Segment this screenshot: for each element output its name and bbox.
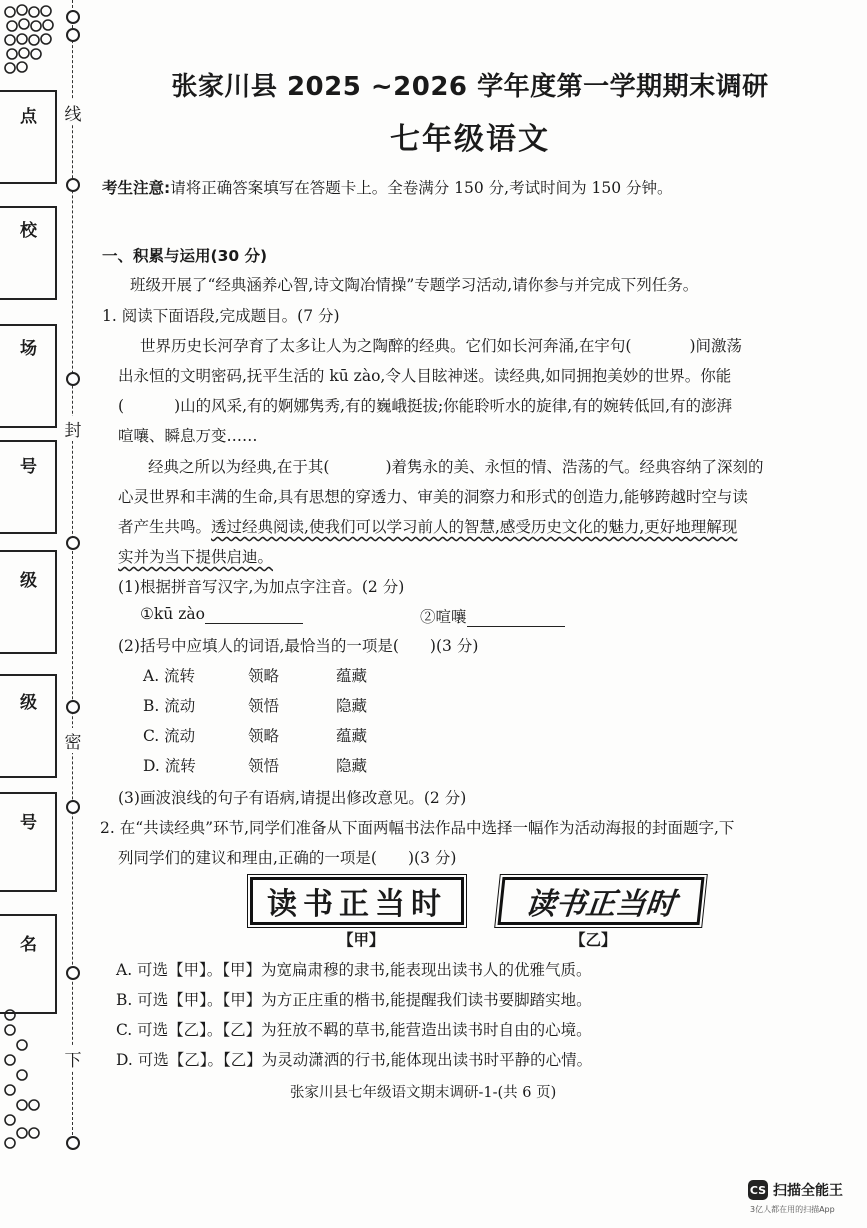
q1-option-word: 领悟 bbox=[248, 697, 280, 715]
q1-passage-line: 喧嚷、瞬息万变…… bbox=[118, 427, 258, 445]
class-label: 级 bbox=[20, 571, 37, 591]
exam-site-label: 点 bbox=[20, 107, 37, 127]
binding-char-feng: 封 bbox=[62, 416, 84, 441]
q1-passage-text: 经典之所以为经典,在于其( bbox=[148, 458, 330, 476]
q1-option-word: 蕴藏 bbox=[336, 667, 368, 685]
calligraphy-yi: 读书正当时 bbox=[497, 877, 704, 925]
q1-passage-text: )着隽永的美、永恒的情、浩荡的气。经典容纳了深刻的 bbox=[385, 458, 764, 476]
binding-dot bbox=[66, 800, 80, 814]
q1-option-word: 领略 bbox=[248, 667, 280, 685]
section-heading: 一、积累与运用(30 分) bbox=[102, 247, 268, 265]
grade-label: 级 bbox=[20, 693, 37, 713]
q1-passage-text: ( bbox=[118, 397, 125, 415]
exam-number-box[interactable] bbox=[0, 792, 57, 892]
q2-option-d[interactable]: D. 可选【乙】。【乙】为灵动潇洒的行书,能体现出读书时平静的心情。 bbox=[116, 1051, 593, 1069]
exam-subject: 七年级语文 bbox=[390, 122, 550, 157]
q1-option-word: 隐藏 bbox=[336, 757, 368, 775]
q1-passage-line bbox=[148, 455, 764, 477]
q2-option-b[interactable]: B. 可选【甲】。【甲】为方正庄重的楷书,能提醒我们读书要脚踏实地。 bbox=[116, 991, 592, 1009]
q1-option-b[interactable]: B. 流动 bbox=[143, 697, 196, 715]
page-footer: 张家川县七年级语文期末调研-1-(共 6 页) bbox=[290, 1085, 557, 1101]
q1-wavy-sentence-end: 实并为当下提供启迪。 bbox=[118, 548, 274, 566]
name-box[interactable] bbox=[0, 914, 57, 1014]
q1-passage-line bbox=[140, 334, 742, 356]
q1-option-a[interactable]: A. 流转 bbox=[143, 667, 196, 685]
q1-passage-line bbox=[118, 515, 737, 537]
q1-passage-line bbox=[118, 394, 732, 416]
q1-option-word: 领悟 bbox=[248, 757, 280, 775]
binding-char-xia: 下 bbox=[62, 1046, 84, 1071]
q2-stem-cont: 列同学们的建议和理由,正确的一项是( )(3 分) bbox=[118, 849, 457, 867]
q1-passage-text: )山的风采,有的婀娜隽秀,有的巍峨挺拔;你能聆听水的旋律,有的婉转低回,有的澎湃 bbox=[174, 397, 733, 415]
q1-sub1-a bbox=[140, 605, 303, 624]
scanner-name: 扫描全能王 bbox=[773, 1183, 843, 1199]
binding-char-mi: 密 bbox=[62, 728, 84, 753]
section-intro: 班级开展了“经典涵养心智,诗文陶冶情操”专题学习活动,请你参与并完成下列任务。 bbox=[130, 276, 699, 294]
q1-option-word: 领略 bbox=[248, 727, 280, 745]
q1-passage-text: 世界历史长河孕育了太多让人为之陶醉的经典。它们如长河奔涌,在宇句( bbox=[140, 337, 632, 355]
q1-sub1-a-label: ①kū zào bbox=[140, 605, 205, 623]
binding-dot bbox=[66, 10, 80, 24]
q1-sub1-b-label: ②喧嚷 bbox=[420, 608, 467, 626]
binding-dot bbox=[66, 700, 80, 714]
q1-option-c[interactable]: C. 流动 bbox=[143, 727, 196, 745]
q1-sub1-b bbox=[420, 605, 565, 627]
scanner-badge-icon: CS bbox=[748, 1180, 768, 1200]
binding-dot bbox=[66, 1136, 80, 1150]
q1-wavy-sentence: 透过经典阅读,使我们可以学习前人的智慧,感受历史文化的魅力,更好地理解现 bbox=[211, 518, 738, 536]
binding-dot bbox=[66, 178, 80, 192]
calligraphy-jia-label: 【甲】 bbox=[338, 930, 385, 949]
seat-number-label: 号 bbox=[20, 457, 37, 477]
q2-stem: 2. 在“共读经典”环节,同学们准备从下面两幅书法作品中选择一幅作为活动海报的封面题字,下 bbox=[100, 819, 735, 837]
exam-notice bbox=[102, 176, 673, 198]
q1-option-word: 蕴藏 bbox=[336, 727, 368, 745]
notice-text: 请将正确答案填写在答题卡上。全卷满分 150 分,考试时间为 150 分钟。 bbox=[170, 179, 673, 197]
q1-option-d[interactable]: D. 流转 bbox=[143, 757, 196, 775]
q1-passage-text: )间激荡 bbox=[689, 337, 743, 355]
q1-passage-line: 出永恒的文明密码,抚平生活的 kū zào,令人目眩神迷。读经典,如同拥抱美妙的世界。你能 bbox=[118, 367, 732, 385]
q1-passage-line: 心灵世界和丰满的生命,具有思想的穿透力、审美的洞察力和形式的创造力,能够跨越时空与读 bbox=[118, 488, 748, 506]
q1-stem: 1. 阅读下面语段,完成题目。(7 分) bbox=[102, 307, 340, 325]
answer-blank[interactable] bbox=[205, 605, 303, 624]
exam-number-label: 号 bbox=[20, 813, 37, 833]
binding-dot bbox=[66, 28, 80, 42]
q2-option-c[interactable]: C. 可选【乙】。【乙】为狂放不羁的草书,能营造出读书时自由的心境。 bbox=[116, 1021, 592, 1039]
name-label: 名 bbox=[20, 935, 37, 955]
exam-room-label: 场 bbox=[20, 339, 37, 359]
q1-passage-text: 者产生共鸣。 bbox=[118, 518, 212, 536]
q2-option-a[interactable]: A. 可选【甲】。【甲】为宽扁肃穆的隶书,能表现出读书人的优雅气质。 bbox=[116, 961, 592, 979]
school-label: 校 bbox=[20, 221, 37, 241]
scanner-tagline: 3亿人都在用的扫描App bbox=[750, 1205, 835, 1214]
binding-dot bbox=[66, 966, 80, 980]
exam-title: 张家川县 2025 ~2026 学年度第一学期期末调研 bbox=[171, 72, 769, 102]
binding-dot bbox=[66, 536, 80, 550]
q1-sub2: (2)括号中应填人的词语,最恰当的一项是( )(3 分) bbox=[118, 637, 479, 655]
answer-blank[interactable] bbox=[467, 608, 565, 627]
q1-sub1: (1)根据拼音写汉字,为加点字注音。(2 分) bbox=[118, 578, 405, 596]
binding-holes bbox=[2, 2, 60, 82]
notice-label: 考生注意: bbox=[102, 179, 171, 197]
calligraphy-jia: 读书正当时 bbox=[250, 877, 464, 925]
scanner-logo bbox=[748, 1180, 843, 1200]
calligraphy-yi-label: 【乙】 bbox=[570, 930, 617, 949]
binding-char-xian: 线 bbox=[62, 100, 84, 125]
q1-option-word: 隐藏 bbox=[336, 697, 368, 715]
binding-holes-bottom bbox=[2, 1005, 52, 1150]
binding-dot bbox=[66, 372, 80, 386]
q1-sub3: (3)画波浪线的句子有语病,请提出修改意见。(2 分) bbox=[118, 789, 467, 807]
